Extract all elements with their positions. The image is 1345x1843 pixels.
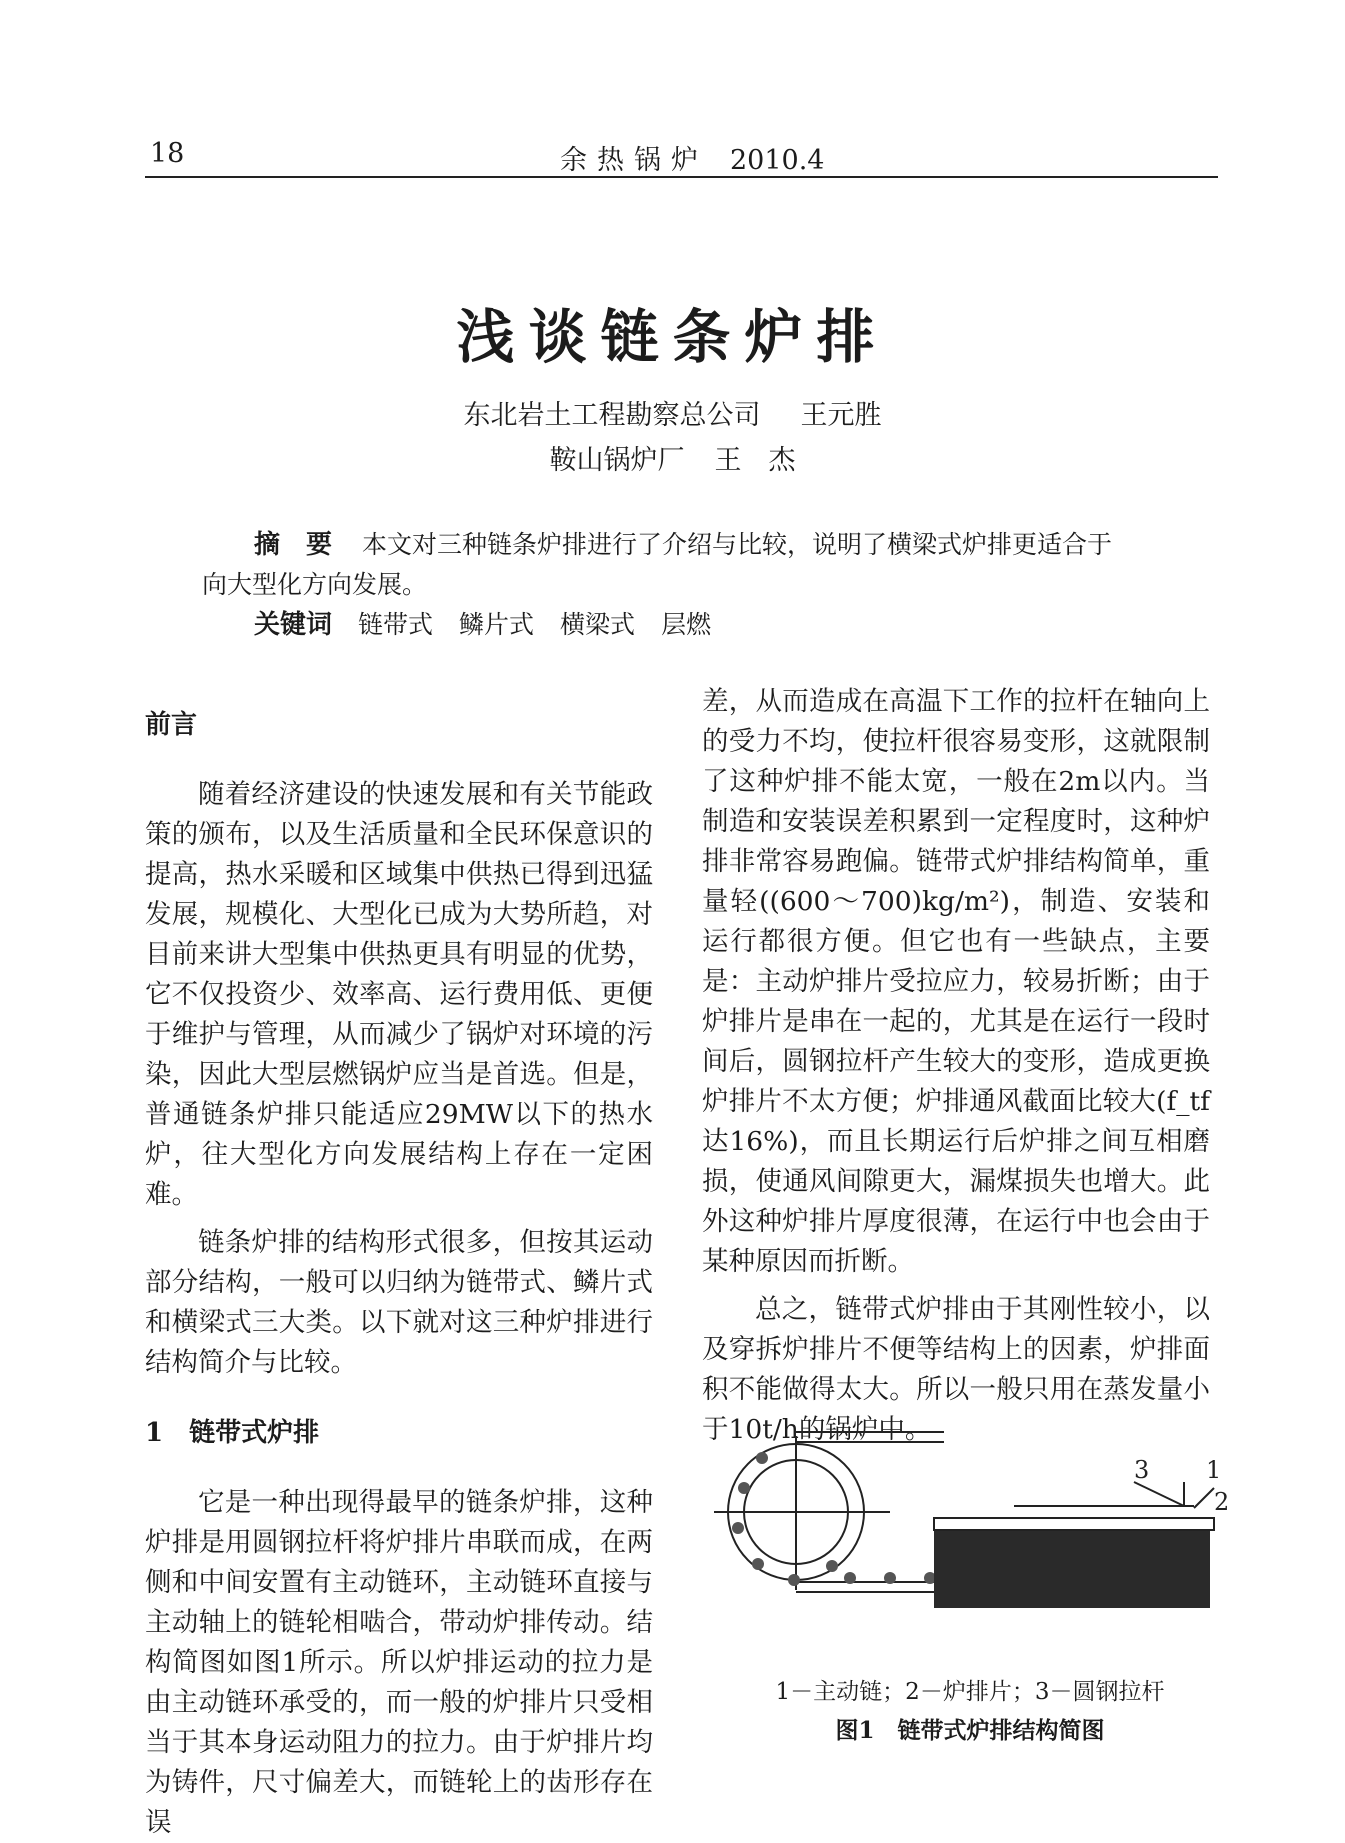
paragraph-preface-2: 链条炉排的结构形式很多，但按其运动部分结构，一般可以归纳为链带式、鳞片式和横梁式三大类。以下就对这三种炉排进行结构简介与比较。 bbox=[145, 1227, 653, 1378]
paragraph-section-1: 它是一种出现得最早的链条炉排，这种炉排是用圆钢拉杆将炉排片串联而成，在两侧和中间安置有主动链环，主动链环直接与主动轴上的链轮相啮合，带动炉排传动。结构简图如图1所示。所以炉排运动的拉力是由主动链环承受的，而一般的炉排片只受相当于其本身运动阻力的拉力。由于炉排片均为铸件，尺寸偏差大，而链轮上的齿形存在误 bbox=[145, 1487, 653, 1838]
abstract-line-1 bbox=[202, 525, 1182, 565]
keyword-2: 鳞片式 bbox=[459, 610, 535, 639]
journal-title: 余热锅炉 bbox=[560, 145, 708, 176]
keyword-3: 横梁式 bbox=[560, 610, 636, 639]
article-title: 浅谈链条炉排 bbox=[456, 303, 889, 371]
keyword-1: 链带式 bbox=[358, 610, 434, 639]
abstract-text-2: 向大型化方向发展。 bbox=[202, 570, 428, 599]
figure-legend: 1－主动链；2－炉排片；3－圆钢拉杆 bbox=[775, 1679, 1165, 1705]
author-line-2 bbox=[0, 438, 1345, 477]
grate-top-plate bbox=[934, 1518, 1214, 1530]
figure-label-3: 3 bbox=[1134, 1456, 1150, 1484]
figure-caption: 图1 链带式炉排结构简图 bbox=[835, 1717, 1105, 1744]
page-number: 18 bbox=[150, 138, 185, 169]
paragraph-right-2: 总之，链带式炉排由于其刚性较小，以及穿拆炉排片不便等结构上的因素，炉排面积不能做得太大。所以一般只用在蒸发量小于10t/h的锅炉中。 bbox=[702, 1294, 1210, 1445]
author-line-1 bbox=[0, 393, 1345, 432]
figure-label-1: 1 bbox=[1206, 1456, 1222, 1484]
grate-bar-block bbox=[934, 1530, 1210, 1608]
figure-label-2: 2 bbox=[1214, 1488, 1230, 1516]
abstract-label: 摘 要 bbox=[254, 530, 333, 560]
author-name-1: 王元胜 bbox=[800, 400, 882, 431]
keyword-4: 层燃 bbox=[661, 610, 712, 639]
left-column bbox=[145, 705, 653, 1843]
leader-lines bbox=[1134, 1482, 1214, 1508]
journal-name bbox=[560, 138, 824, 177]
keywords-line bbox=[202, 605, 1182, 645]
heading-preface: 前言 bbox=[145, 710, 198, 740]
abstract-text-1: 本文对三种链条炉排进行了介绍与比较，说明了横梁式炉排更适合于 bbox=[362, 530, 1113, 559]
keywords-label: 关键词 bbox=[254, 610, 333, 640]
journal-issue: 2010.4 bbox=[730, 145, 825, 176]
author-name-2: 王 杰 bbox=[714, 445, 796, 476]
paragraph-right-1: 差，从而造成在高温下工作的拉杆在轴向上的受力不均，使拉杆很容易变形，这就限制了这种炉排不能太宽，一般在2m以内。当制造和安装误差积累到一定程度时，这种炉排非常容易跑偏。链带式炉排结构简单，重量轻((600～700)kg/m²)，制造、安装和运行都很方便。但它也有一些缺点，主要是：主动炉排片受拉应力，较易折断；由于炉排片是串在一起的，尤其是在运行一段时间后，圆钢拉杆产生较大的变形，造成更换炉排片不太方便；炉排通风截面比较大(f_tf达16%)，而且长期运行后炉排之间互相磨损，使通风间隙更大，漏煤损失也增大。此外这种炉排片厚度很薄，在运行中也会由于某种原因而折断。 bbox=[702, 686, 1210, 1277]
heading-section-1: 1 链带式炉排 bbox=[145, 1418, 320, 1448]
affiliation-1: 东北岩土工程勘察总公司 bbox=[463, 400, 761, 431]
header-rule bbox=[145, 176, 1218, 178]
figure-chain-grate-diagram bbox=[714, 1418, 1234, 1648]
paragraph-preface-1: 随着经济建设的快速发展和有关节能政策的颁布，以及生活质量和全民环保意识的提高，热水采暖和区域集中供热已得到迅猛发展，规模化、大型化已成为大势所趋，对目前来讲大型集中供热更具有明显的优势，它不仅投资少、效率高、运行费用低、更便于维护与管理，从而减少了锅炉对环境的污染，因此大型层燃锅炉应当是首选。但是，普通链条炉排只能适应29MW以下的热水炉，往大型化方向发展结构上存在一定困难。 bbox=[145, 779, 653, 1210]
right-column bbox=[702, 682, 1210, 1450]
affiliation-2: 鞍山锅炉厂 bbox=[549, 445, 685, 476]
